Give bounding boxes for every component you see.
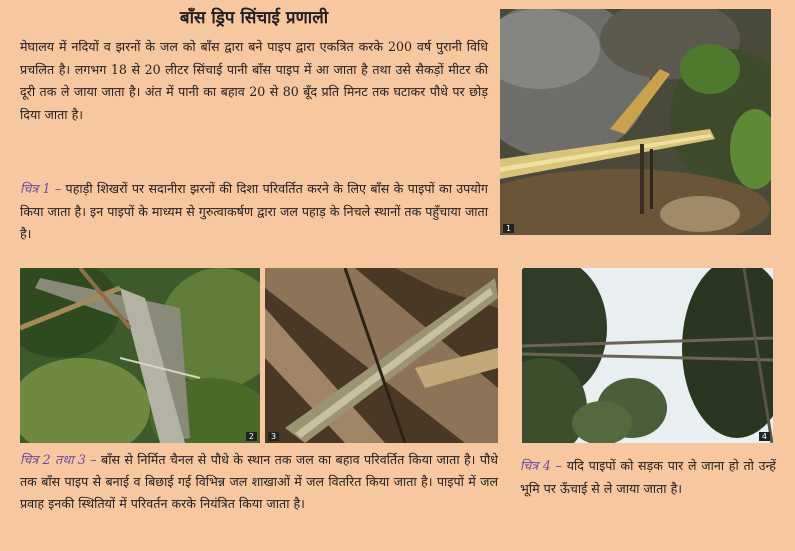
figure-1-label: चित्र 1 –: [20, 181, 62, 196]
figure-2-3-text: बाँस से निर्मित चैनल से पौधे के स्थान तक जल का बहाव परिवर्तित किया जाता है। पौधे तक बाँस पाइप से बनाई व बिछाई गई विभिन्न जल शाखाओं में जल वितरित किया जाता है। पाइपों में जल प्रवाह इनकी स्थितियों में परिवर्तन करके नियंत्रित किया जाता है।: [20, 452, 498, 511]
photo-1-bamboo-pipe-rocks: [500, 9, 771, 235]
figure-1-caption: [20, 178, 488, 246]
figure-1-text: पहाड़ी शिखरों पर सदानीरा झरनों की दिशा परिवर्तित करने के लिए बाँस के पाइपों का उपयोग किया जाता है। इन पाइपों के माध्यम से गुरुत्वाकर्षण द्वारा जल पहाड़ के निचले स्थानों तक पहुँचाया जाता है।: [20, 181, 488, 242]
figure-4-text: यदि पाइपों को सड़क पार ले जाना हो तो उन्हें भूमि पर ऊँचाई से ले जाया जाता है।: [520, 458, 776, 496]
photo-number-1: 1: [503, 224, 514, 233]
photo-number-4: 4: [759, 432, 770, 441]
page-title: बाँस ड्रिप सिंचाई प्रणाली: [179, 8, 329, 28]
photo-number-3: 3: [268, 432, 279, 441]
intro-paragraph: मेघालय में नदियों व झरनों के जल को बाँस द्वारा बने पाइप द्वारा एकत्रित करके 200 वर्ष पुरानी विधि प्रचलित है। लगभग 18 से 20 लीटर सिंचाई पानी बाँस पाइप में आ जाता है तथा उसे सैकड़ों मीटर की दूरी तक ले जाया जाता है। अंत में पानी का बहाव 20 से 80 बूँद प्रति मिनट तक घटाकर पौधे पर छोड़ दिया जाता है।: [20, 39, 488, 122]
figure-4-caption: [520, 454, 776, 500]
photo-number-2: 2: [246, 432, 257, 441]
figure-2-3-label: चित्र 2 तथा 3 –: [20, 452, 97, 467]
figure-2-3-caption: [20, 449, 498, 515]
photo-3-bamboo-channel-closeup: [265, 268, 498, 443]
figure-4-label: चित्र 4 –: [520, 458, 562, 473]
photo-4-elevated-bamboo-pipes: [522, 268, 773, 443]
photo-2-bamboo-channel: [20, 268, 260, 443]
